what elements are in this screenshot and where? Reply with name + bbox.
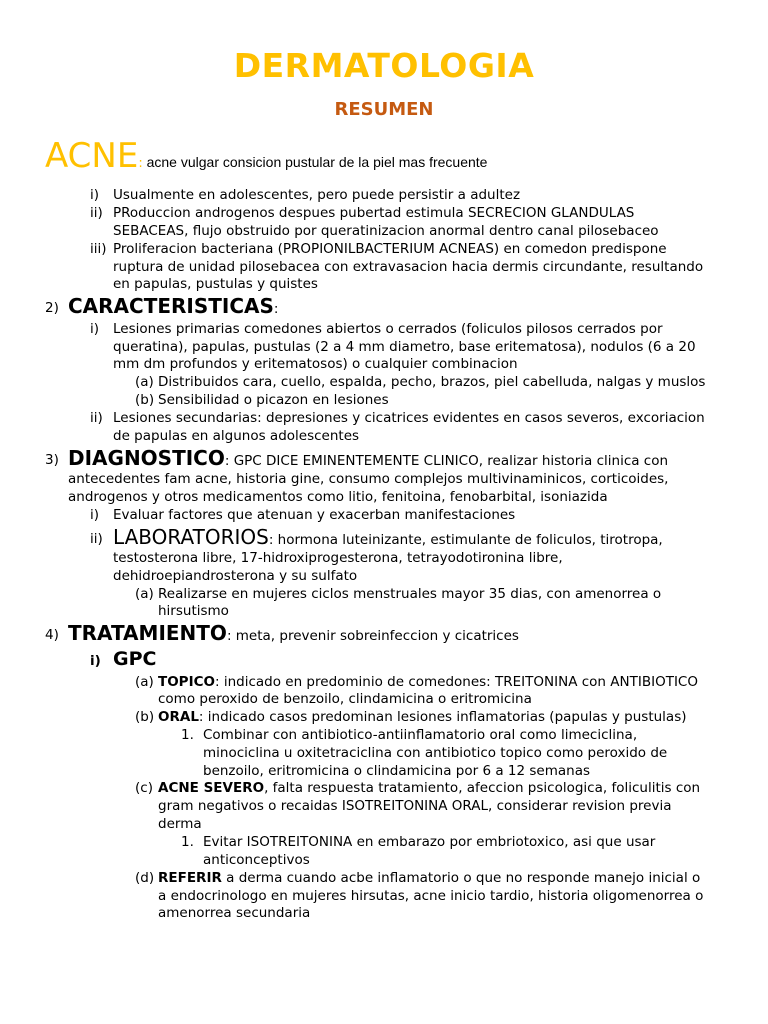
section-heading-line <box>68 621 519 648</box>
list-item-text: hirsutismo <box>158 603 229 619</box>
list-item-text: anticonceptivos <box>203 852 310 868</box>
list-marker: ii) <box>90 531 103 547</box>
list-item-text: ruptura de unidad pilosebacea con extravasacion hacia dermis circundante, resultando <box>113 259 704 275</box>
paragraph-line: androgenos y otros medicamentos como litio, fenitoina, fenobarbital, isoniazida <box>68 489 608 505</box>
list-item-text: queratina), papulas, pustulas (2 a 4 mm diametro, base eritematosa), nodulos (6 a 20 <box>113 339 696 355</box>
list-marker: (b) <box>135 392 155 408</box>
subsection-heading-line <box>113 647 156 673</box>
list-marker: 1. <box>181 834 194 850</box>
list-item-text: amenorrea secundaria <box>158 905 311 921</box>
subsection-heading-laboratorios: LABORATORIOS <box>113 525 269 549</box>
list-marker: 1. <box>181 727 194 743</box>
list-marker: ii) <box>90 410 103 426</box>
section-heading-line <box>68 446 668 473</box>
list-item-text: PRoduccion androgenos despues pubertad estimula SECRECION GLANDULAS <box>113 205 635 221</box>
section-heading-rest: : GPC DICE EMINENTEMENTE CLINICO, realizar historia clinica con <box>224 453 669 469</box>
bold-term: ACNE SEVERO <box>158 780 265 796</box>
section-heading-tratamiento: TRATAMIENTO <box>68 621 227 645</box>
acne-description: acne vulgar consicion pustular de la piel mas frecuente <box>142 154 488 170</box>
acne-colon: : <box>138 156 143 171</box>
list-marker: (d) <box>135 870 155 886</box>
list-item-text: Lesiones secundarias: depresiones y cicatrices evidentes en casos severos, excoriacion <box>113 410 705 426</box>
section-heading-rest: : meta, prevenir sobreinfeccion y cicatrices <box>226 628 519 644</box>
list-marker: i) <box>90 321 100 337</box>
list-item-text: en papulas, pustulas y quistes <box>113 276 318 292</box>
list-item-rest: : indicado en predominio de comedones: TREITONINA con ANTIBIOTICO <box>215 674 698 690</box>
list-item-text: Realizarse en mujeres ciclos menstruales mayor 35 dias, con amenorrea o <box>158 586 662 602</box>
list-item-text <box>158 674 698 691</box>
list-marker: i) <box>90 507 100 523</box>
bold-term: TOPICO <box>158 674 215 690</box>
section-number: 2) <box>45 300 59 316</box>
subsection-heading-gpc: GPC <box>113 648 157 670</box>
list-item-text <box>158 780 700 797</box>
list-marker: (b) <box>135 709 155 725</box>
list-item-text: Distribuidos cara, cuello, espalda, pecho, brazos, piel cabelluda, nalgas y muslos <box>158 374 706 390</box>
list-item-text: testosterona libre, 17-hidroxiprogesterona, tetrayodotironina libre, <box>113 550 563 566</box>
list-item-text: como peroxido de benzoilo, clindamicina o eritromicina <box>158 691 532 707</box>
list-marker: iii) <box>90 241 107 257</box>
list-marker: (a) <box>135 374 154 390</box>
list-item-text: SEBACEAS, flujo obstruido por queratinizacion anormal dentro canal pilosebaceo <box>113 223 659 239</box>
list-item-text: gram negativos o recaidas ISOTREITONINA ORAL, considerar revision previa <box>158 798 672 814</box>
paragraph-line: antecedentes fam acne, historia gine, consumo complejos multivinaminicos, corticoides, <box>68 471 669 487</box>
section-heading-line <box>68 294 278 321</box>
list-marker: (a) <box>135 674 154 690</box>
acne-heading: ACNE <box>45 136 139 176</box>
list-marker: i) <box>90 187 100 203</box>
list-item-text: Proliferacion bacteriana (PROPIONILBACTERIUM ACNEAS) en comedon predispone <box>113 241 667 257</box>
list-item-text: derma <box>158 816 202 832</box>
list-marker: (a) <box>135 586 154 602</box>
subsection-heading-line <box>113 525 663 552</box>
section-number: 3) <box>45 452 59 468</box>
list-item-text: minociclina u oxitetraciclina con antibiotico topico como peroxido de <box>203 745 668 761</box>
section-heading-caracteristicas: CARACTERISTICAS <box>68 294 274 318</box>
list-item-text: Usualmente en adolescentes, pero puede persistir a adultez <box>113 187 521 203</box>
list-marker: (c) <box>135 780 153 796</box>
list-item-text: a endocrinologo en mujeres hirsutas, acne inicio tardio, historia oligomenorrea o <box>158 888 704 904</box>
subsection-heading-rest: : hormona luteinizante, estimulante de foliculos, tirotropa, <box>268 532 663 548</box>
acne-heading-line <box>45 136 487 176</box>
list-item-text: Lesiones primarias comedones abiertos o cerrados (foliculos pilosos cerrados por <box>113 321 663 337</box>
list-item-text: Evaluar factores que atenuan y exacerban manifestaciones <box>113 507 516 523</box>
page-subtitle: RESUMEN <box>334 99 434 120</box>
list-item-text: mm dm profundos y eritematosos) o cualquier combinacion <box>113 356 518 372</box>
bold-term: REFERIR <box>158 870 222 886</box>
list-marker: i) <box>90 653 101 669</box>
list-item-text: dehidroepiandrosterona y su sulfato <box>113 568 358 584</box>
list-item-text: Evitar ISOTREITONINA en embarazo por embriotoxico, asi que usar <box>203 834 656 850</box>
list-item-text <box>158 709 687 726</box>
section-number: 4) <box>45 627 59 643</box>
bold-term: ORAL <box>158 709 199 725</box>
list-item-text: benzoilo, eritromicina o clindamicina por 6 a 12 semanas <box>203 763 591 779</box>
section-heading-diagnostico: DIAGNOSTICO <box>68 446 225 470</box>
list-item-rest: , falta respuesta tratamiento, afeccion psicologica, foliculitis con <box>264 780 701 796</box>
list-item-text <box>158 870 700 887</box>
list-item-text: Combinar con antibiotico-antiinflamatorio oral como limeciclina, <box>203 727 638 743</box>
list-item-rest: : indicado casos predominan lesiones inflamatorias (papulas y pustulas) <box>198 709 687 725</box>
list-item-text: de papulas en algunos adolescentes <box>113 428 360 444</box>
list-marker: ii) <box>90 205 103 221</box>
page-title: DERMATOLOGIA <box>233 46 535 85</box>
list-item-rest: a derma cuando acbe inflamatorio o que no responde manejo inicial o <box>221 870 701 886</box>
section-colon: : <box>273 301 279 317</box>
list-item-text: Sensibilidad o picazon en lesiones <box>158 392 389 408</box>
